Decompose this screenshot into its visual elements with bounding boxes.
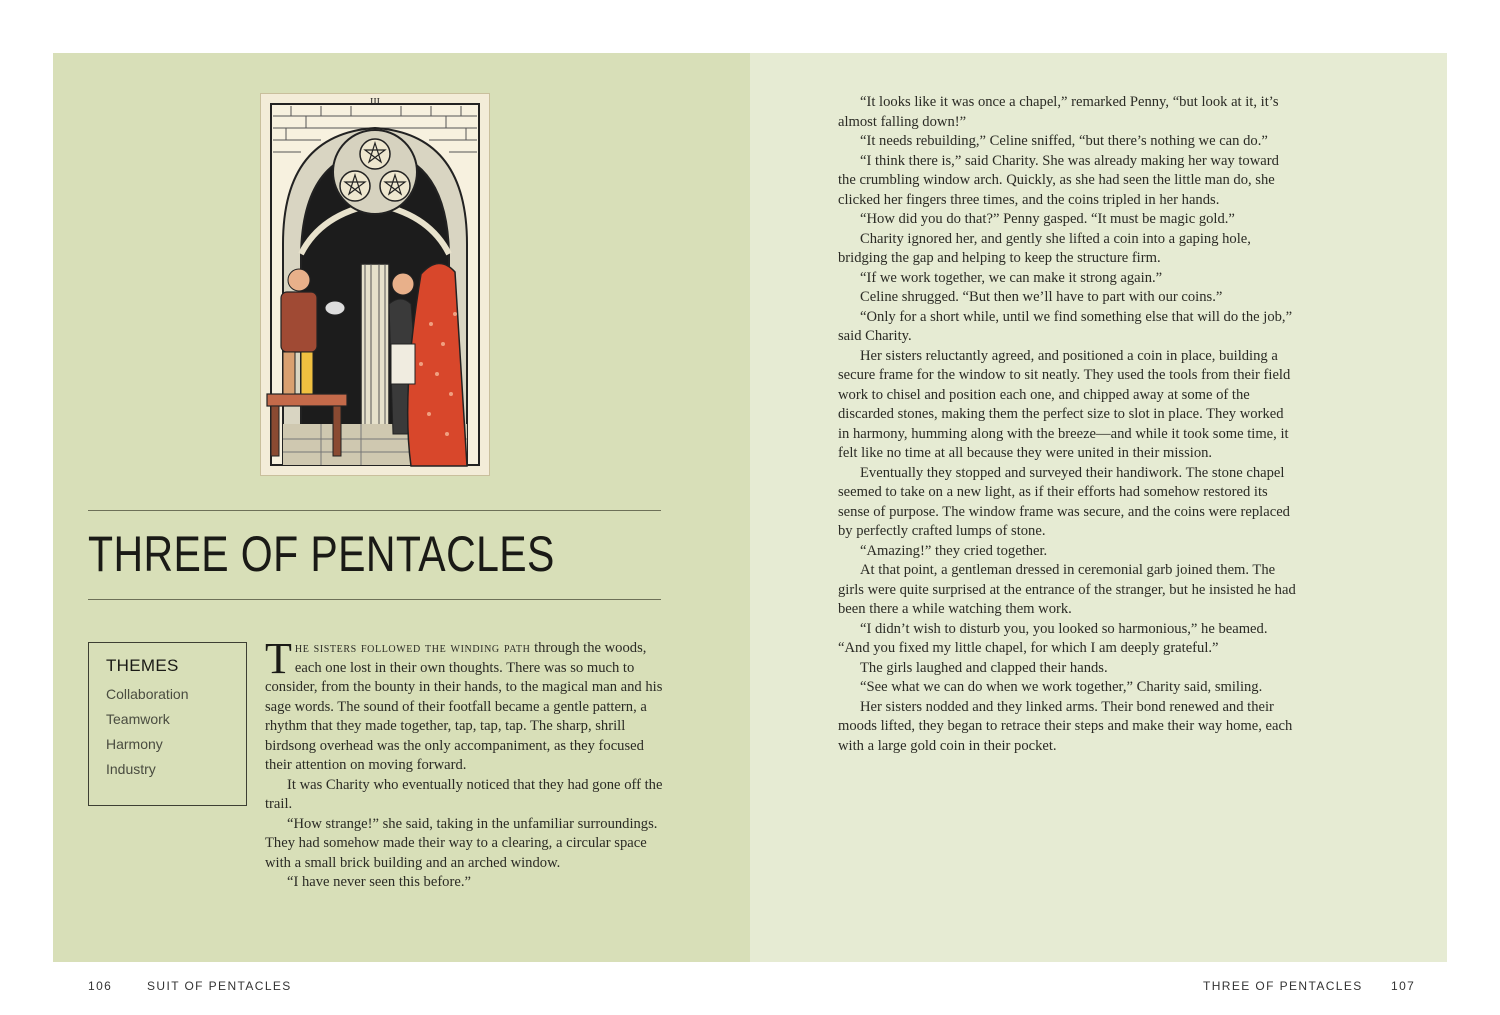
story-opening-paragraph: [265, 634, 665, 776]
story-paragraph: At that point, a gentleman dressed in ceremonial garb joined them. The girls were quite surprised at the entrance of the stranger, but he insisted he had been there a while watching them work.: [838, 562, 1296, 617]
story-paragraph: “It looks like it was once a chapel,” remarked Penny, “but look at it, it’s almost falling down!”: [838, 94, 1279, 130]
story-paragraph: Celine shrugged. “But then we’ll have to part with our coins.”: [860, 289, 1223, 305]
story-paragraph: It was Charity who eventually noticed that they had gone off the trail.: [265, 776, 663, 812]
story-paragraph: “Amazing!” they cried together.: [860, 542, 1048, 559]
story-paragraph: Eventually they stopped and surveyed their handiwork. The stone chapel seemed to take on a new light, as if their efforts had somehow restored its sense of purpose. The window frame was secure, and the coins were replaced by perfectly crafted lumps of stone.: [838, 464, 1290, 539]
footer-page-number-right: 107: [1391, 979, 1416, 993]
story-paragraph: “I didn’t wish to disturb you, you looked so harmonious,” he beamed. “And you fixed my little chapel, for which I am deeply grateful.”: [838, 620, 1268, 656]
footer-page-number-left: 106: [88, 979, 113, 993]
story-paragraph: “How did you do that?” Penny gasped. “It must be magic gold.”: [860, 211, 1235, 227]
theme-item: Industry: [106, 761, 156, 777]
card-numeral: III: [370, 97, 380, 108]
story-paragraph: The girls laughed and clapped their hands.: [860, 659, 1108, 676]
story-paragraph: “How strange!” she said, taking in the unfamiliar surroundings. They had somehow made their way to a clearing, a circular space with a small brick building and an arched window.: [265, 815, 658, 871]
story-text-right: [838, 93, 1298, 756]
lead-smallcaps: he sisters followed the winding path: [294, 640, 531, 656]
themes-box: [88, 642, 247, 806]
footer-section-left: SUIT OF PENTACLES: [147, 979, 292, 993]
story-text-left: [265, 634, 665, 893]
title-rule-top: [88, 510, 661, 511]
tarot-card-illustration: [260, 93, 490, 476]
theme-item: Collaboration: [106, 686, 189, 702]
page-title: THREE OF PENTACLES: [88, 526, 555, 582]
story-paragraph: “It needs rebuilding,” Celine sniffed, “but there’s nothing we can do.”: [860, 133, 1268, 149]
story-paragraph: “See what we can do when we work together,” Charity said, smiling.: [860, 679, 1263, 695]
story-paragraph: “I have never seen this before.”: [287, 874, 471, 890]
themes-heading: THEMES: [106, 656, 179, 675]
story-paragraph: “I think there is,” said Charity. She was already making her way toward the crumbling window arch. Quickly, as she had seen the little man do, she clicked her fingers three times, and the coins tripled in her hands.: [838, 152, 1279, 208]
story-paragraph: Her sisters reluctantly agreed, and positioned a coin in place, building a secure frame for the window to sit neatly. They used the tools from their field work to chisel and position each one, and chipped away at some of the discarded stones, making them the perfect size to slot in place. They worked in harmony, humming along with the breeze—and while it took some time, it felt like no time at all because they were united in their mission.: [838, 347, 1291, 461]
story-paragraph: Charity ignored her, and gently she lifted a coin into a gaping hole, bridging the gap and helping to keep the structure firm.: [838, 230, 1251, 266]
theme-item: Harmony: [106, 736, 163, 752]
drop-cap: T: [265, 634, 292, 683]
story-paragraph: “Only for a short while, until we find something else that will do the job,” said Charity.: [838, 308, 1293, 344]
story-paragraph: “If we work together, we can make it strong again.”: [860, 269, 1163, 286]
story-paragraph: Her sisters nodded and they linked arms. Their bond renewed and their moods lifted, they began to retrace their steps and make their way home, each with a large gold coin in their pocket.: [838, 698, 1293, 754]
footer-section-right: THREE OF PENTACLES: [1203, 979, 1363, 993]
lead-rest: through the woods, each one lost in their own thoughts. There was so much to consider, from the bounty in their hands, to the magical man and his sage words. The sound of their footfall became a gentle pattern, a rhythm that they made together, tap, tap, tap. The sharp, shrill birdsong overhead was the only accompaniment, as they focused their attention on moving forward.: [265, 640, 663, 773]
theme-item: Teamwork: [106, 711, 170, 727]
title-rule-bottom: [88, 599, 661, 600]
